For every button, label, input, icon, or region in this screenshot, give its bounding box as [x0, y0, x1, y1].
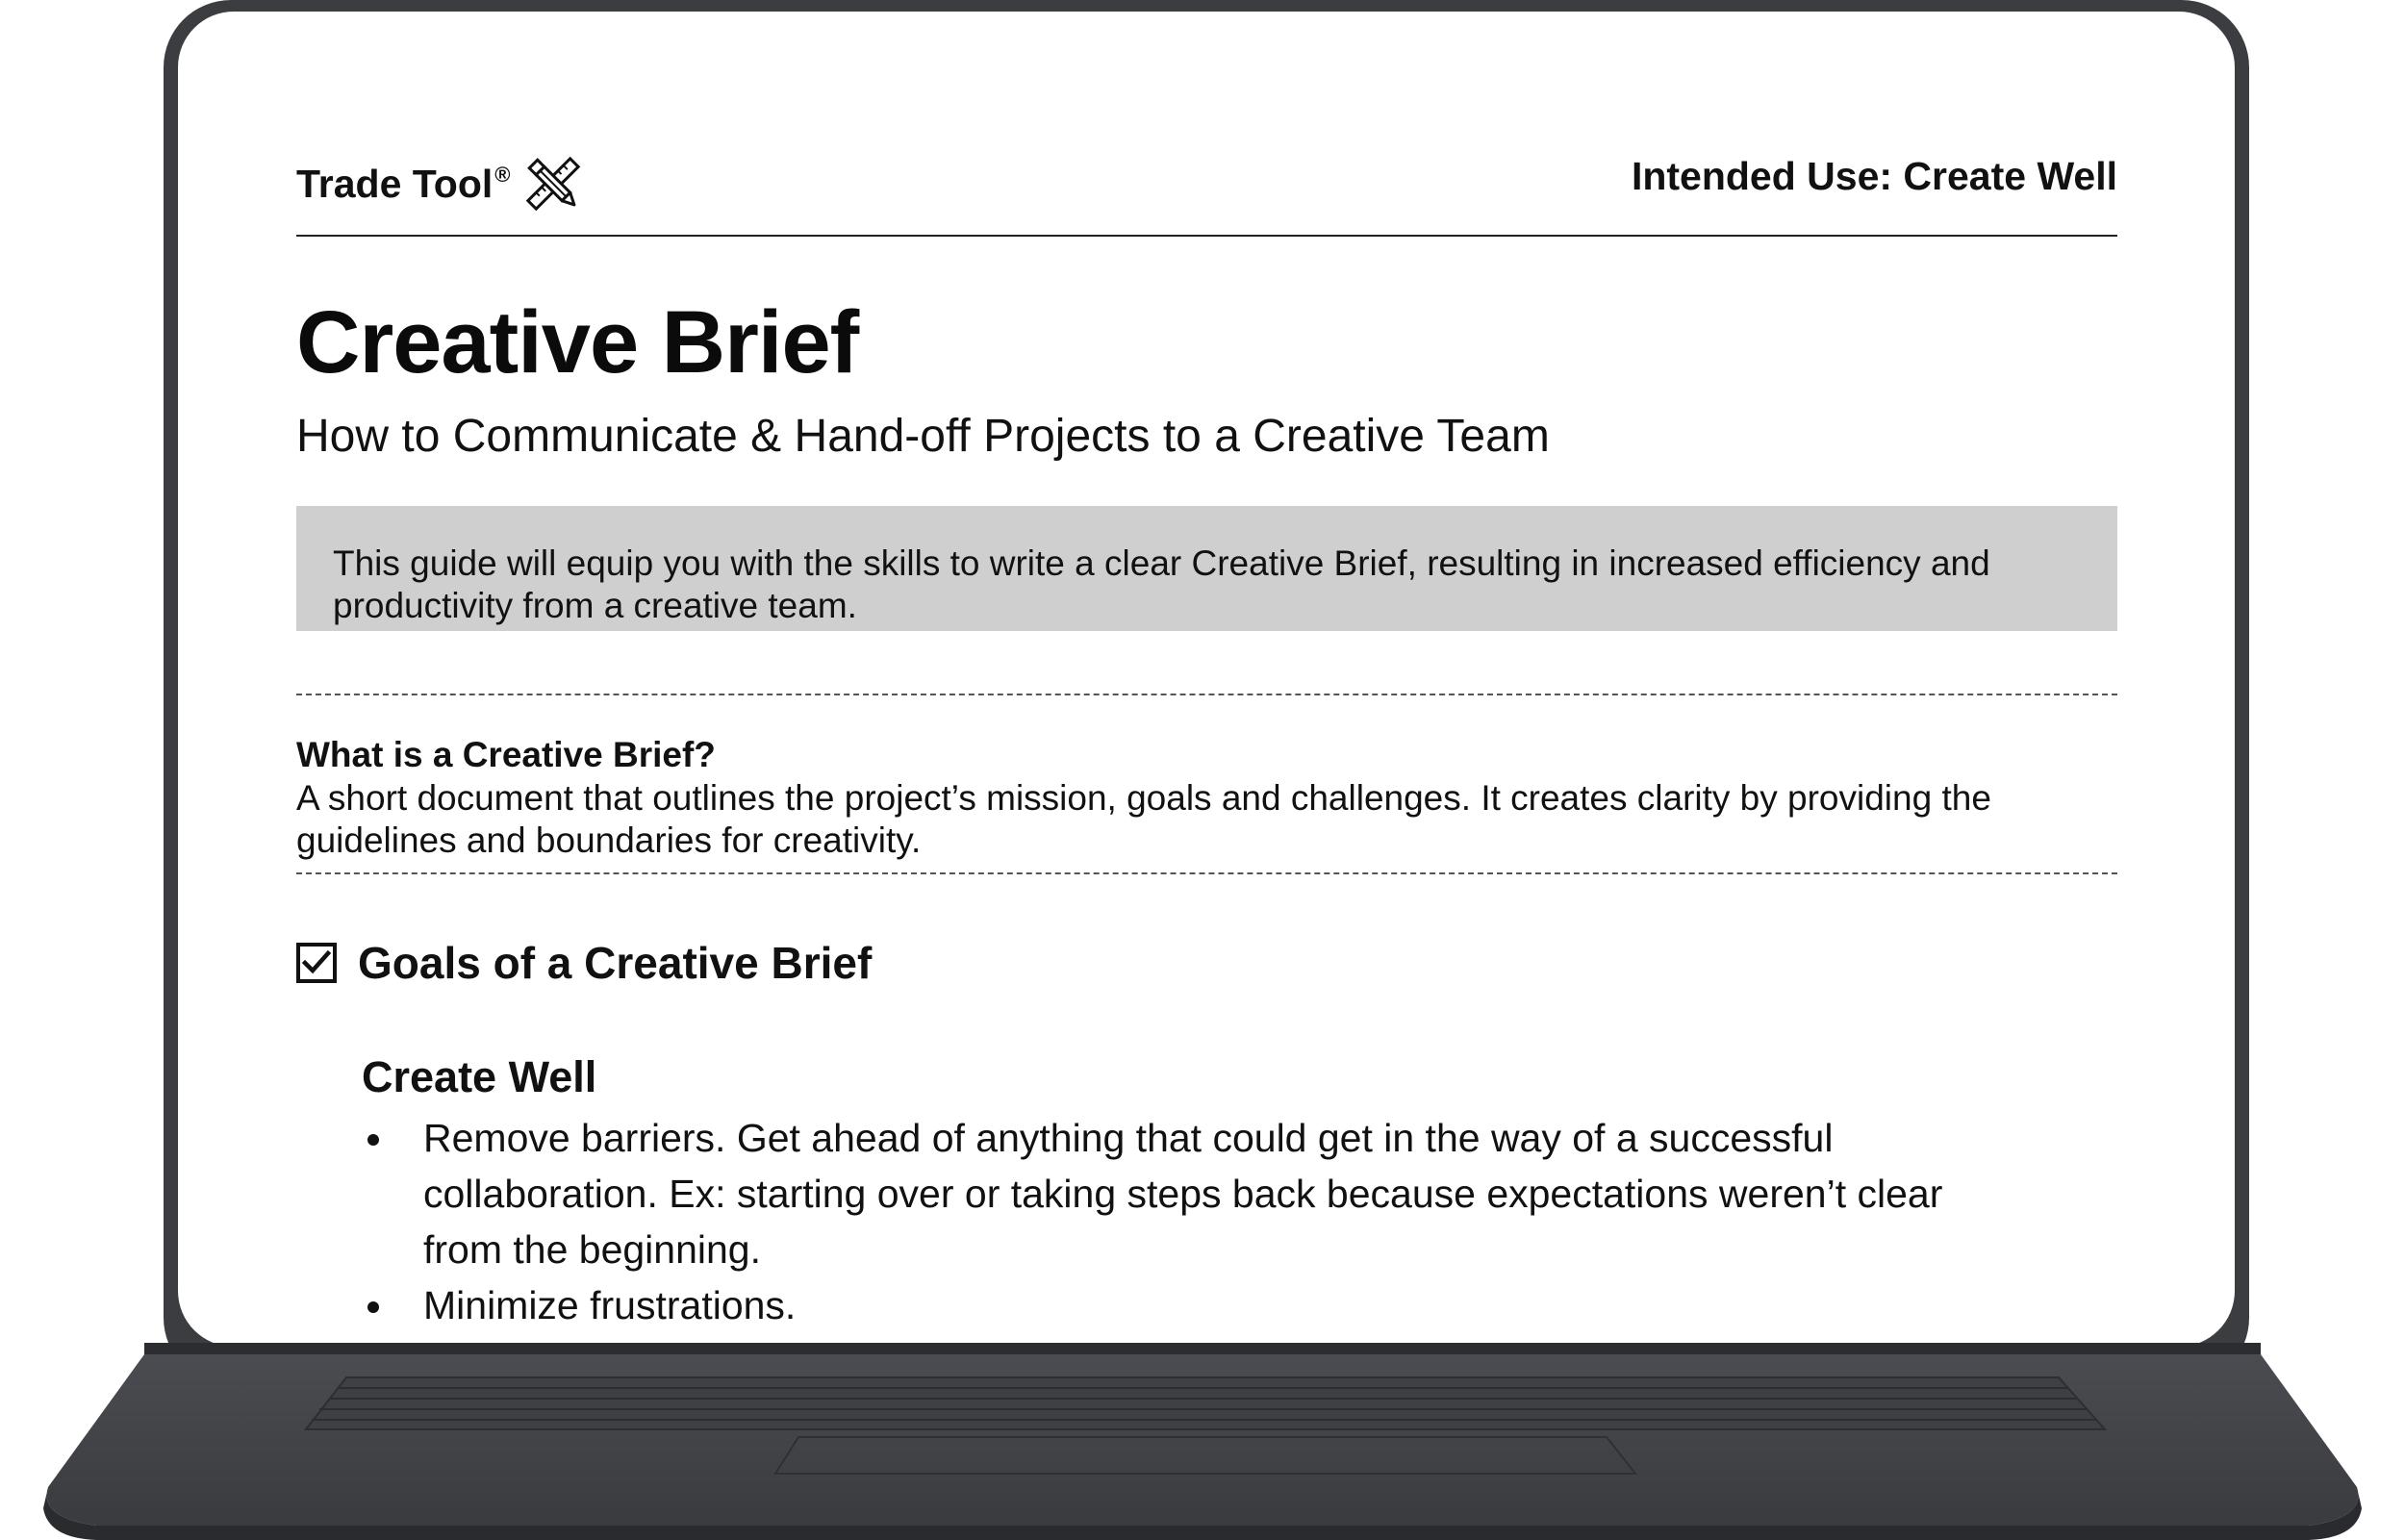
intro-text: This guide will equip you with the skills to write a clear Creative Brief, resulting in increased efficiency and productivity from a creative team. — [333, 543, 1990, 625]
dashed-divider-bottom — [296, 872, 2117, 874]
laptop-screen — [178, 12, 2235, 1347]
document-header — [296, 119, 2117, 237]
intended-use-label: Intended Use: Create Well — [1631, 154, 2117, 198]
list-item-text: Remove barriers. Get ahead of anything that could get in the way of a successful collaboration. Ex: starting over or taking steps back because expectations weren’t clear from the beginning. — [423, 1116, 1943, 1272]
dashed-divider-top — [296, 694, 2117, 695]
bullet-dot — [367, 1301, 379, 1313]
brand-name: Trade Tool — [296, 161, 494, 206]
list-item — [362, 1110, 1997, 1277]
definition-question: What is a Creative Brief? — [296, 735, 716, 774]
laptop-base — [0, 1343, 2405, 1540]
goals-checkbox[interactable] — [296, 943, 337, 983]
bullet-dot — [367, 1134, 379, 1146]
intro-callout — [296, 506, 2117, 631]
definition-answer: A short document that outlines the project’s mission, goals and challenges. It creates clarity by providing the guidelines and boundaries for creativity. — [296, 778, 1991, 860]
section-title: Create Well — [362, 1052, 597, 1101]
pencil-ruler-icon — [521, 152, 585, 215]
goals-heading-row — [296, 937, 872, 989]
brand — [296, 152, 585, 215]
registered-mark: ® — [494, 163, 511, 187]
list-item — [362, 1277, 1997, 1333]
checkmark-icon — [302, 950, 331, 975]
page-title: Creative Brief — [296, 293, 859, 391]
list-item-text: Minimize frustrations. — [423, 1283, 797, 1327]
goals-heading: Goals of a Creative Brief — [358, 938, 873, 988]
page-subtitle: How to Communicate & Hand-off Projects to a Creative Team — [296, 411, 1550, 462]
